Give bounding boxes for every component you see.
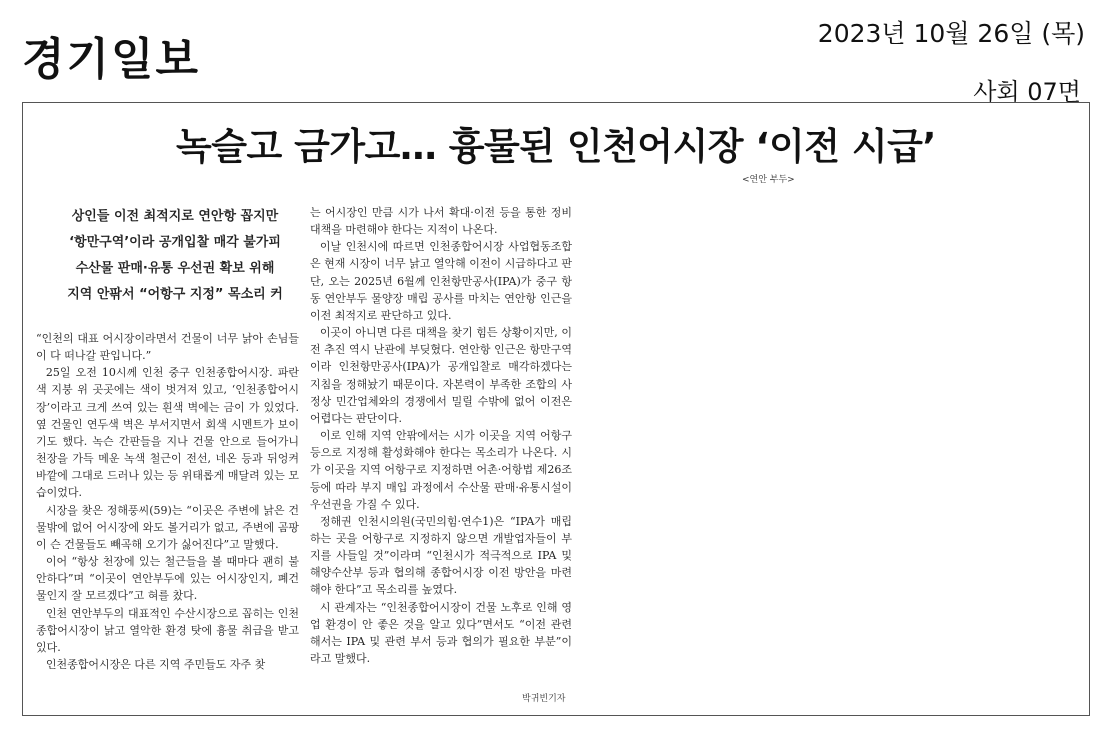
article-column-2 — [310, 204, 572, 667]
subheadline: ‘항만구역’이라 공개입찰 매각 불가피 — [69, 235, 281, 250]
publication-date: 2023년 10월 26일 (목) — [817, 19, 1085, 48]
body-paragraph: 정해권 인천시의원(국민의힘·연수1)은 “IPA가 매립하는 곳을 어항구로 지정하지 않으면 개발업자들이 부지를 사들일 것”이라며 “인천시가 적극적으로 IPA 및 해양수산부 등과 협의해 종합어시장 이전 방안을 마련해야 한다”고 목소리를 높였다. — [310, 514, 572, 597]
body-paragraph: 이로 인해 지역 안팎에서는 시가 이곳을 지역 어항구 등으로 지정해 활성화해야 한다는 목소리가 나온다. 시가 이곳을 지역 어항구로 지정하면 어촌·어항법 제26조 등에 따라 부지 매입 과정에서 수산물 판매·유통시설이 우선권을 가질 수 있다. — [310, 429, 572, 511]
body-paragraph: 인천종합어시장은 다른 지역 주민들도 자주 찾 — [45, 657, 266, 671]
article-headline: 녹슬고 금가고… 흉물된 인천어시장 ‘이전 시급’ — [176, 125, 936, 168]
article-column-1 — [36, 330, 299, 673]
body-paragraph: 시 관계자는 “인천종합어시장이 건물 노후로 인해 영업 환경이 안 좋은 것을 알고 있다”면서도 “이전 관련해서는 IPA 및 관련 부서 등과 협의가 필요한 부분”이라고 말했다. — [310, 600, 572, 666]
photo-credit: <연안 부두> — [742, 175, 795, 185]
subheadline: 수산물 판매·유통 우선권 확보 위해 — [75, 261, 275, 276]
body-paragraph: 25일 오전 10시께 인천 중구 인천종합어시장. 파란색 지붕 위 곳곳에는 색이 벗겨져 있고, ‘인천종합어시장’이라고 크게 쓰여 있는 흰색 벽에는 금이 가 있었다. 옆 건물인 연두색 벽은 부서지면서 회색 시멘트가 보이기도 했다. 녹슨 간판들을 지나 건물 안으로 들어가니 천장을 가득 메운 녹색 철근이 전선, 네온 등과 뒤엉켜 바깥에 그대로 드러나 있는 등 위태롭게 매달려 있는 모습이었다. — [36, 366, 299, 500]
body-paragraph: 인천 연안부두의 대표적인 수산시장으로 꼽히는 인천종합어시장이 낡고 열악한 환경 탓에 흉물 취급을 받고 있다. — [36, 606, 299, 654]
body-paragraph: 이어 “항상 천장에 있는 철근들을 볼 때마다 괜히 불안하다”며 “이곳이 연안부두에 있는 어시장인지, 폐건물인지 잘 모르겠다”고 혀를 찼다. — [36, 555, 299, 603]
subheadline: 지역 안팎서 “어항구 지정” 목소리 커 — [67, 287, 283, 302]
section-page: 사회 07면 — [973, 78, 1081, 106]
newspaper-masthead: 경기일보 — [22, 34, 201, 85]
body-paragraph: 이곳이 아니면 다른 대책을 찾기 힘든 상황이지만, 이전 추진 역시 난관에 부딪혔다. 연안항 인근은 항만구역이라 인천항만공사(IPA)가 공개입찰로 매각하겠다는 지침을 정해놨기 때문이다. 자본력이 부족한 조합의 사정상 민간업체와의 경쟁에서 밀릴 수밖에 없어 이전은 어렵다는 판단이다. — [310, 326, 572, 425]
reporter-byline: 박귀빈기자 — [522, 694, 566, 704]
body-paragraph: 는 어시장인 만큼 시가 나서 확대·이전 등을 통한 정비 대책을 마련해야 한다는 지적이 나온다. — [310, 206, 572, 237]
subheadline-block — [50, 204, 300, 308]
body-paragraph: “인천의 대표 어시장이라면서 건물이 너무 낡아 손님들이 다 떠나갈 판입니다.” — [36, 332, 299, 363]
subheadline: 상인들 이전 최적지로 연안항 꼽지만 — [71, 209, 279, 224]
body-paragraph: 시장을 찾은 정해풍씨(59)는 “이곳은 주변에 낡은 건물밖에 없어 어시장에 와도 볼거리가 없고, 주변에 곰팡이 슨 건물들도 빼곡해 오기가 싫어진다”고 말했다. — [36, 503, 299, 551]
body-paragraph: 이날 인천시에 따르면 인천종합어시장 사업협동조합은 현재 시장이 너무 낡고 열악해 이전이 시급하다고 판단, 오는 2025년 6월께 인천항만공사(IPA)가 중구 항동 연안부두 물양장 매립 공사를 마치는 연안항 인근을 이전 최적지로 판단하고 있다. — [310, 240, 572, 322]
